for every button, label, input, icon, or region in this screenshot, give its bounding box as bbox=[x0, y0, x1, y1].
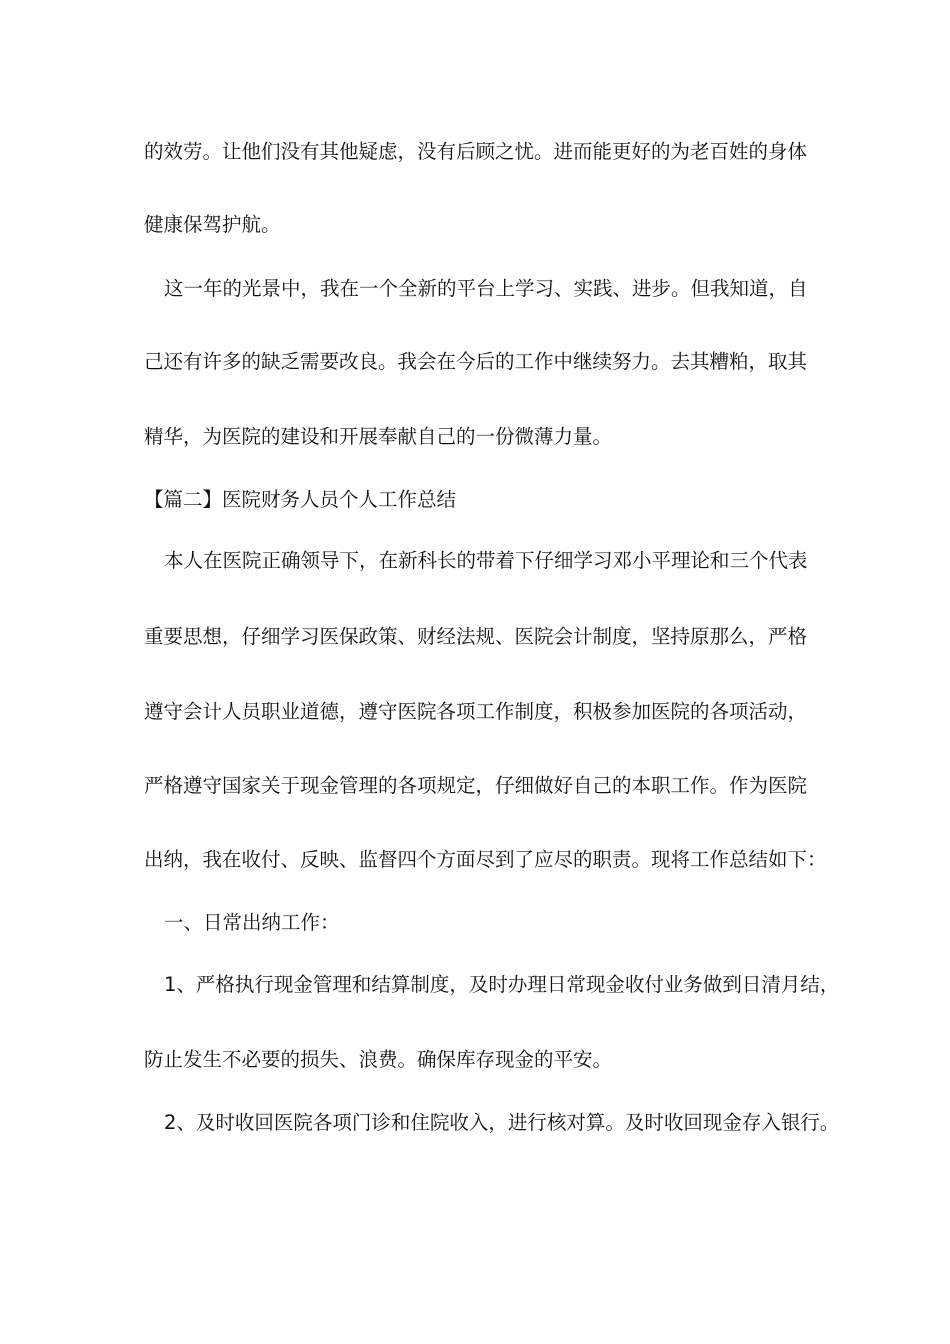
text-line: 健康保驾护航。 bbox=[144, 213, 281, 236]
text-line: 出纳，我在收付、反映、监督四个方面尽到了应尽的职责。现将工作总结如下： bbox=[144, 848, 827, 871]
text-line: 防止发生不必要的损失、浪费。确保库存现金的平安。 bbox=[144, 1048, 613, 1071]
subsection-heading: 一、日常出纳工作： bbox=[164, 911, 340, 934]
list-item: 1、严格执行现金管理和结算制度，及时办理日常现金收付业务做到日清月结， bbox=[164, 973, 840, 996]
text-line: 的效劳。让他们没有其他疑虑，没有后顾之忧。进而能更好的为老百姓的身体 bbox=[144, 140, 808, 163]
text-line: 遵守会计人员职业道德，遵守医院各项工作制度，积极参加医院的各项活动， bbox=[144, 700, 808, 723]
section-heading: 【篇二】医院财务人员个人工作总结 bbox=[144, 488, 457, 511]
list-item: 2、及时收回医院各项门诊和住院收入，进行核对算。及时收回现金存入银行。 bbox=[164, 1111, 840, 1134]
text-line: 己还有许多的缺乏需要改良。我会在今后的工作中继续努力。去其糟粕，取其 bbox=[144, 350, 808, 373]
text-line: 精华，为医院的建设和开展奉献自己的一份微薄力量。 bbox=[144, 425, 613, 448]
paragraph-start: 这一年的光景中，我在一个全新的平台上学习、实践、进步。但我知道，自 bbox=[164, 277, 808, 300]
text-line: 严格遵守国家关于现金管理的各项规定，仔细做好自己的本职工作。作为医院 bbox=[144, 774, 808, 797]
text-line: 重要思想，仔细学习医保政策、财经法规、医院会计制度，坚持原那么，严格 bbox=[144, 625, 808, 648]
paragraph-start: 本人在医院正确领导下，在新科长的带着下仔细学习邓小平理论和三个代表 bbox=[164, 549, 808, 572]
